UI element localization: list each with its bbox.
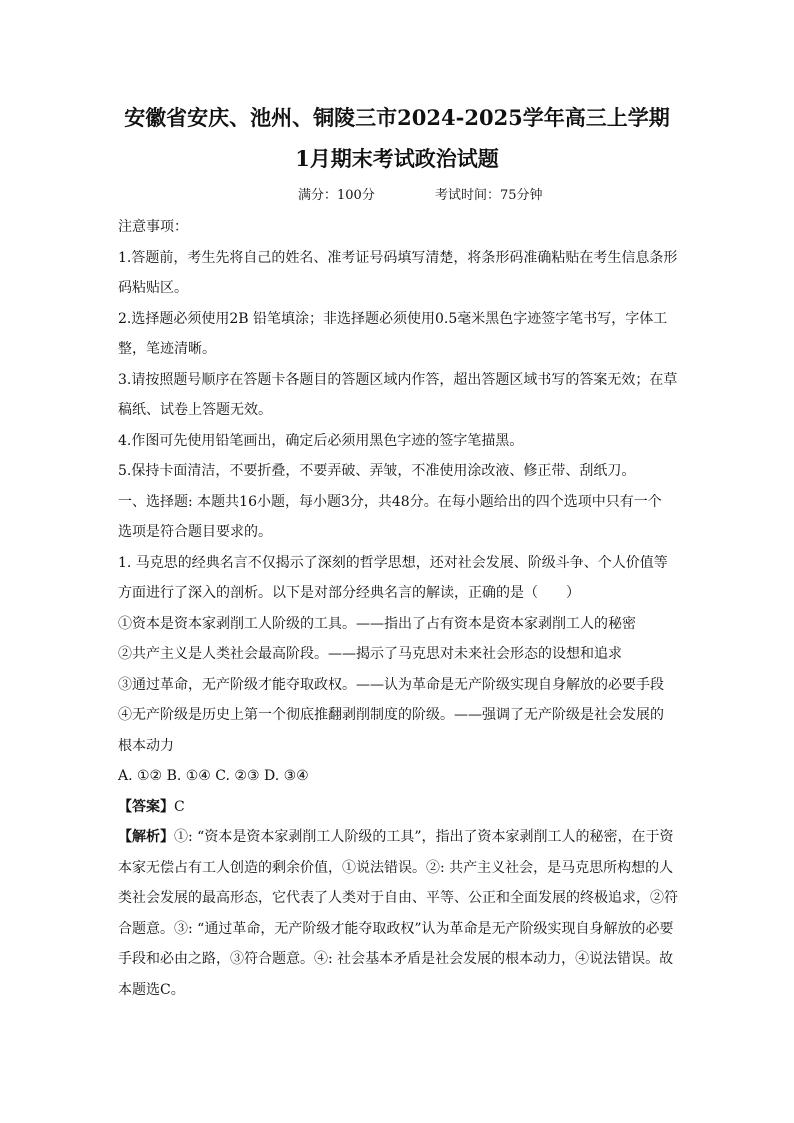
- full-score: 满分：100分: [298, 188, 375, 203]
- page-title: 安徽省安庆、池州、铜陵三市2024-2025学年高三上学期: [124, 105, 670, 130]
- note-line: 1.答题前，考生先将自己的姓名、准考证号码填写清楚，将条形码准确粘贴在考生信息条形: [118, 249, 678, 266]
- analysis-line: [118, 822, 678, 853]
- analysis-line: 手段和必由之路，③符合题意。④: 社会基本矛盾是社会发展的根本动力，④说法错误。故: [118, 951, 674, 967]
- section-intro: 一、选择题: 本题共16小题，每小题3分，共48分。在每小题给出的四个选项中只有一个: [118, 493, 662, 510]
- note-line: 3.请按照题号顺序在答题卡各题目的答题区域内作答，超出答题区域书写的答案无效；在草: [118, 371, 678, 388]
- question-stem: 方面进行了深入的剖析。以下是对部分经典名言的解读，正确的是（ ）: [118, 585, 580, 601]
- notes-heading: 注意事项：: [118, 219, 188, 235]
- note-line: 5.保持卡面清洁，不要折叠，不要弄破、弄皱，不准使用涂改液、修正带、刮纸刀。: [118, 463, 636, 479]
- question-item: ②共产主义是人类社会最高阶段。——揭示了马克思对未来社会形态的设想和追求: [118, 646, 622, 662]
- analysis-label: 【解析】: [118, 829, 174, 845]
- answer-label: 【答案】: [118, 798, 174, 815]
- analysis-line: 合题意。③: “通过革命，无产阶级才能夺取政权”认为革命是无产阶级实现自身解放的必要: [118, 920, 674, 937]
- question-item: ④无产阶级是历史上第一个彻底推翻剥削制度的阶级。——强调了无产阶级是社会发展的: [118, 707, 664, 723]
- exam-time: 考试时间：75分钟: [435, 188, 543, 203]
- note-line: 2.选择题必须使用2B 铅笔填涂；非选择题必须使用0.5毫米黑色字迹签字笔书写，字体工: [118, 310, 668, 327]
- analysis-text: ①: “资本是资本家剥削工人阶级的工具”，指出了资本家剥削工人的秘密，在于资: [174, 829, 674, 845]
- question-item: ③通过革命，无产阶级才能夺取政权。——认为革命是无产阶级实现自身解放的必要手段: [118, 676, 664, 693]
- exam-meta: [0, 186, 794, 206]
- note-line: 稿纸、试卷上答题无效。: [118, 402, 272, 418]
- question-stem: 1. 马克思的经典名言不仅揭示了深刻的哲学思想，还对社会发展、阶级斗争、个人价值等: [118, 554, 668, 571]
- answer-line: [118, 792, 678, 823]
- question-item: ①资本是资本家剥削工人阶级的工具。——指出了占有资本是资本家剥削工人的秘密: [118, 615, 636, 632]
- analysis-line: 本家无偿占有工人创造的剩余价值，①说法错误。②: 共产主义社会，是马克思所构想的人: [118, 859, 674, 876]
- section-intro: 选项是符合题目要求的。: [118, 524, 272, 540]
- document-body: [118, 212, 678, 1005]
- analysis-line: 本题选C。: [118, 981, 185, 998]
- question-item: 根本动力: [118, 737, 174, 754]
- answer-value: C: [174, 798, 185, 815]
- answer-options: A. ①② B. ①④ C. ②③ D. ③④: [118, 768, 309, 784]
- note-line: 整，笔迹清晰。: [118, 341, 216, 357]
- analysis-line: 类社会发展的最高形态，它代表了人类对于自由、平等、公正和全面发展的终极追求，②符: [118, 890, 678, 906]
- note-line: 4.作图可先使用铅笔画出，确定后必须用黑色字迹的签字笔描黑。: [118, 432, 524, 449]
- note-line: 码粘贴区。: [118, 280, 188, 296]
- page-subtitle: 1月期末考试政治试题: [295, 146, 499, 171]
